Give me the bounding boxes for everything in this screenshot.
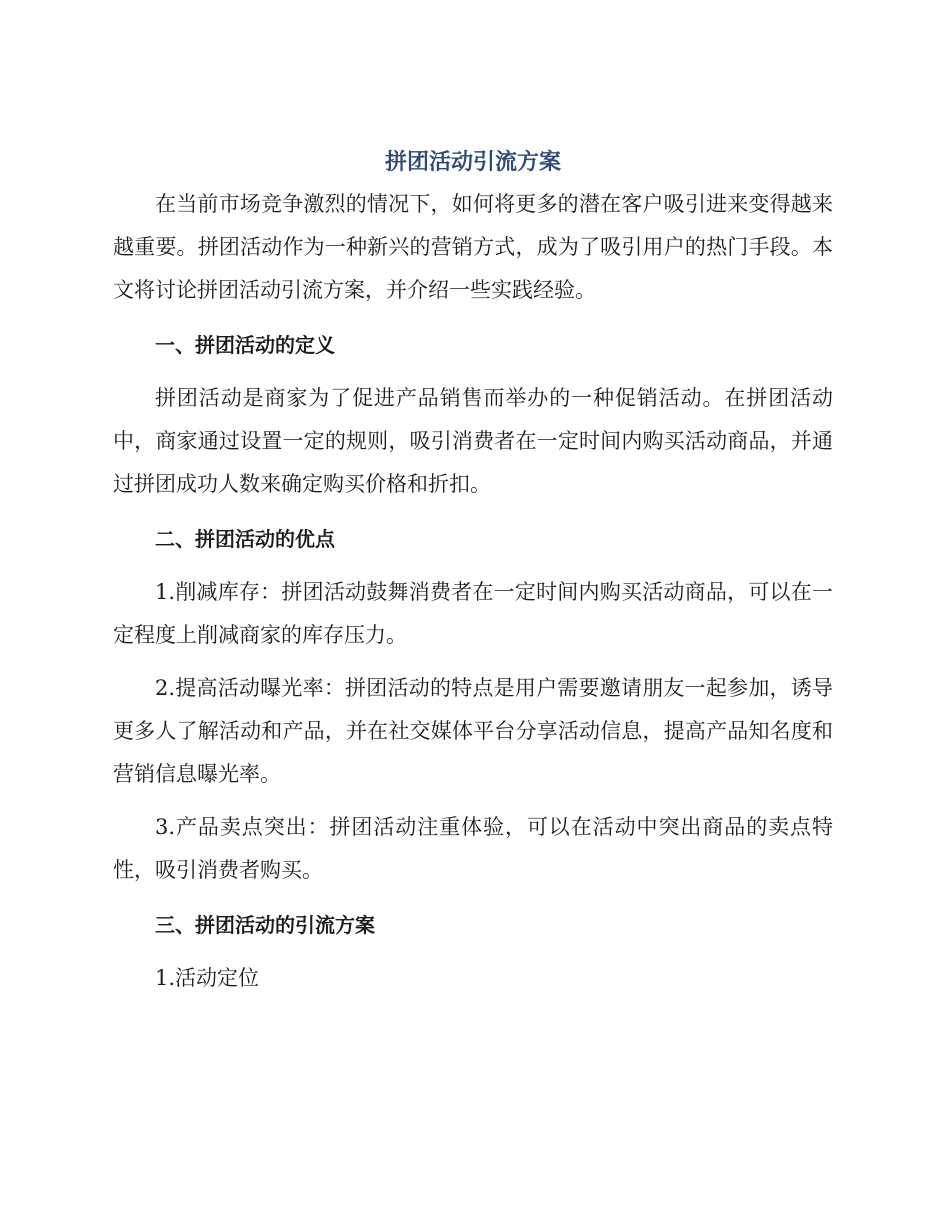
traffic-plan-point-positioning: 1.活动定位 — [155, 966, 260, 990]
spacer — [113, 947, 833, 957]
spacer — [113, 506, 833, 518]
spacer — [113, 657, 833, 667]
document-title: 拼团活动引流方案 — [384, 150, 561, 175]
spacer — [113, 312, 833, 324]
spacer — [113, 892, 833, 904]
section-heading-advantages: 二、拼团活动的优点 — [155, 527, 335, 551]
intro-paragraph: 在当前市场竞争激烈的情况下，如何将更多的潜在客户吸引进来变得越来越重要。拼团活动作为一种新兴的营销方式，成为了吸引用户的热门手段。本文将讨论拼团活动引流方案，并介绍一些实践经验。 — [113, 192, 833, 302]
advantage-point-inventory: 1.削减库存：拼团活动鼓舞消费者在一定时间内购买活动商品，可以在一定程度上削减商家的库存压力。 — [113, 580, 833, 647]
spacer — [113, 796, 833, 806]
advantage-point-selling-points: 3.产品卖点突出：拼团活动注重体验，可以在活动中突出商品的卖点特性，吸引消费者购买。 — [113, 815, 833, 882]
section-heading-traffic-plan: 三、拼团活动的引流方案 — [155, 913, 375, 937]
spacer — [113, 367, 833, 377]
section-heading-definition: 一、拼团活动的定义 — [155, 333, 335, 357]
section-definition-paragraph: 拼团活动是商家为了促进产品销售而举办的一种促销活动。在拼团活动中，商家通过设置一定的规则，吸引消费者在一定时间内购买活动商品，并通过拼团成功人数来确定购买价格和折扣。 — [113, 386, 833, 496]
spacer — [113, 561, 833, 571]
document-body — [113, 143, 833, 1000]
advantage-point-exposure: 2.提高活动曝光率：拼团活动的特点是用户需要邀请朋友一起参加，诱导更多人了解活动和产品，并在社交媒体平台分享活动信息，提高产品知名度和营销信息曝光率。 — [113, 676, 833, 786]
